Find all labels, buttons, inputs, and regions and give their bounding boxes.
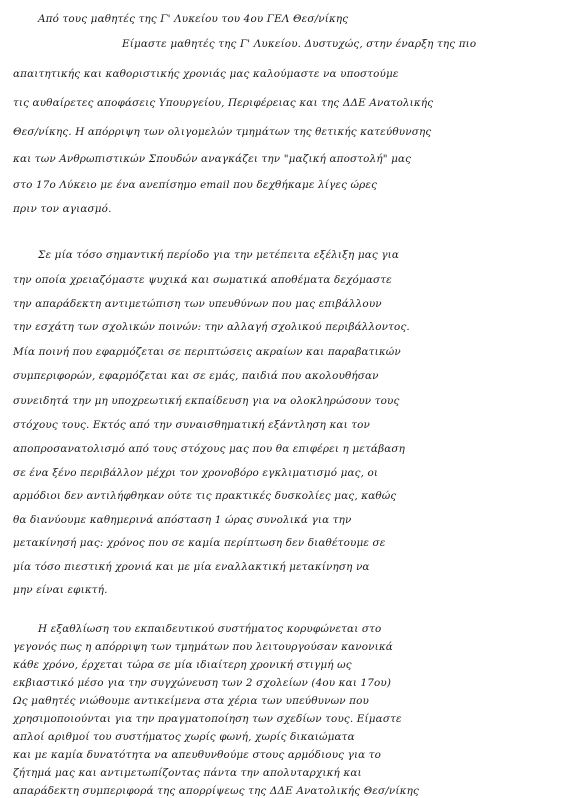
paragraph-2-line-12: θα διανύουμε καθημερινά απόσταση 1 ώρας συνολικά για την xyxy=(13,514,352,526)
paragraph-2-line-7: συνειδητά την μη υποχρεωτική εκπαίδευση για να ολοκληρώσουν τους xyxy=(13,395,400,407)
paragraph-3-line-4: εκβιαστικό μέσο για την συγχώνευση των 2 σχολείων (4ου και 17ου) xyxy=(13,677,392,689)
paragraph-1-line-1: Είμαστε μαθητές της Γ' Λυκείου. Δυστυχώς, στην έναρξη της πιο xyxy=(122,38,477,50)
paragraph-3-line-8: και με καμία δυνατότητα να απευθυνθούμε στους αρμόδιους για το xyxy=(13,749,382,761)
paragraph-3-line-5: Ως μαθητές νιώθουμε αντικείμενα στα χέρια των υπεύθυνων που xyxy=(13,695,369,707)
paragraph-2-line-10: σε ένα ξένο περιβάλλον μέχρι τον χρονοβόρο εγκλιματισμό μας, οι xyxy=(13,467,379,479)
paragraph-2-line-9: αποπροσανατολισμό από τους στόχους μας που θα επιφέρει η μετάβαση xyxy=(13,443,406,455)
paragraph-3-line-1: Η εξαθλίωση του εκπαιδευτικού συστήματος κορυφώνεται στο xyxy=(38,623,382,635)
paragraph-1-line-2: απαιτητικής και καθοριστικής χρονιάς μας καλούμαστε να υποστούμε xyxy=(13,68,399,80)
paragraph-3-line-3: κάθε χρόνο, έρχεται τώρα σε μία ιδιαίτερη χρονική στιγμή ως xyxy=(13,659,352,671)
paragraph-1-line-3: τις αυθαίρετες αποφάσεις Υπουργείου, Περιφέρειας και της ΔΔΕ Ανατολικής xyxy=(13,97,434,109)
paragraph-1-line-6: στο 17ο Λύκειο με ένα ανεπίσημο email που δεχθήκαμε λίγες ώρες xyxy=(13,179,378,191)
paragraph-3-line-6: χρησιμοποιούνται για την πραγματοποίηση των σχεδίων τους. Είμαστε xyxy=(13,713,402,725)
paragraph-3-line-10: απαράδεκτη συμπεριφορά της απορρίψεως της ΔΔΕ Ανατολικής Θεσ/νίκης xyxy=(13,785,419,797)
paragraph-2-line-1: Σε μία τόσο σημαντική περίοδο για την μετέπειτα εξέλιξη μας για xyxy=(38,249,400,261)
paragraph-3-line-9: ζήτημά μας και αντιμετωπίζοντας πάντα την απολυταρχική και xyxy=(13,767,362,779)
paragraph-3-line-2: γεγονός πως η απόρριψη των τμημάτων που λειτουργούσαν κανονικά xyxy=(13,641,393,653)
paragraph-2-line-14: μία τόσο πιεστική χρονιά και με μία εναλλακτική μετακίνηση να xyxy=(13,561,370,573)
paragraph-2-line-6: συμπεριφορών, εφαρμόζεται και σε εμάς, παιδιά που ακολουθήσαν xyxy=(13,370,379,382)
paragraph-2-line-8: στόχους τους. Εκτός από την συναισθηματική εξάντληση και τον xyxy=(13,419,371,431)
letter-heading: Από τους μαθητές της Γ' Λυκείου του 4ου ΓΕΛ Θεσ/νίκης xyxy=(38,13,349,25)
paragraph-2-line-11: αρμόδιοι δεν αντιλήφθηκαν ούτε τις πρακτικές δυσκολίες μας, καθώς xyxy=(13,490,397,502)
paragraph-3-line-7: απλοί αριθμοί του συστήματος χωρίς φωνή, χωρίς δικαιώματα xyxy=(13,731,355,743)
paragraph-2-line-4: την εσχάτη των σχολικών ποινών: την αλλαγή σχολικού περιβάλλοντος. xyxy=(13,321,410,333)
paragraph-2-line-2: την οποία χρειαζόμαστε ψυχικά και σωματικά αποθέματα δεχόμαστε xyxy=(13,274,392,286)
paragraph-2-line-5: Μία ποινή που εφαρμόζεται σε περιπτώσεις ακραίων και παραβατικών xyxy=(13,346,401,358)
paragraph-1-line-7: πριν τον αγιασμό. xyxy=(13,203,112,215)
paragraph-2-line-3: την απαράδεκτη αντιμετώπιση των υπευθύνων που μας επιβάλλουν xyxy=(13,298,382,310)
paragraph-1-line-5: και των Ανθρωπιστικών Σπουδών αναγκάζει την "μαζική αποστολή" μας xyxy=(13,153,412,165)
paragraph-2-line-15: μην είναι εφικτή. xyxy=(13,584,108,596)
paragraph-2-line-13: μετακίνησή μας: χρόνος που σε καμία περίπτωση δεν διαθέτουμε σε xyxy=(13,537,386,549)
paragraph-1-line-4: Θεσ/νίκης. Η απόρριψη των ολιγομελών τμημάτων της θετικής κατεύθυνσης xyxy=(13,126,432,138)
